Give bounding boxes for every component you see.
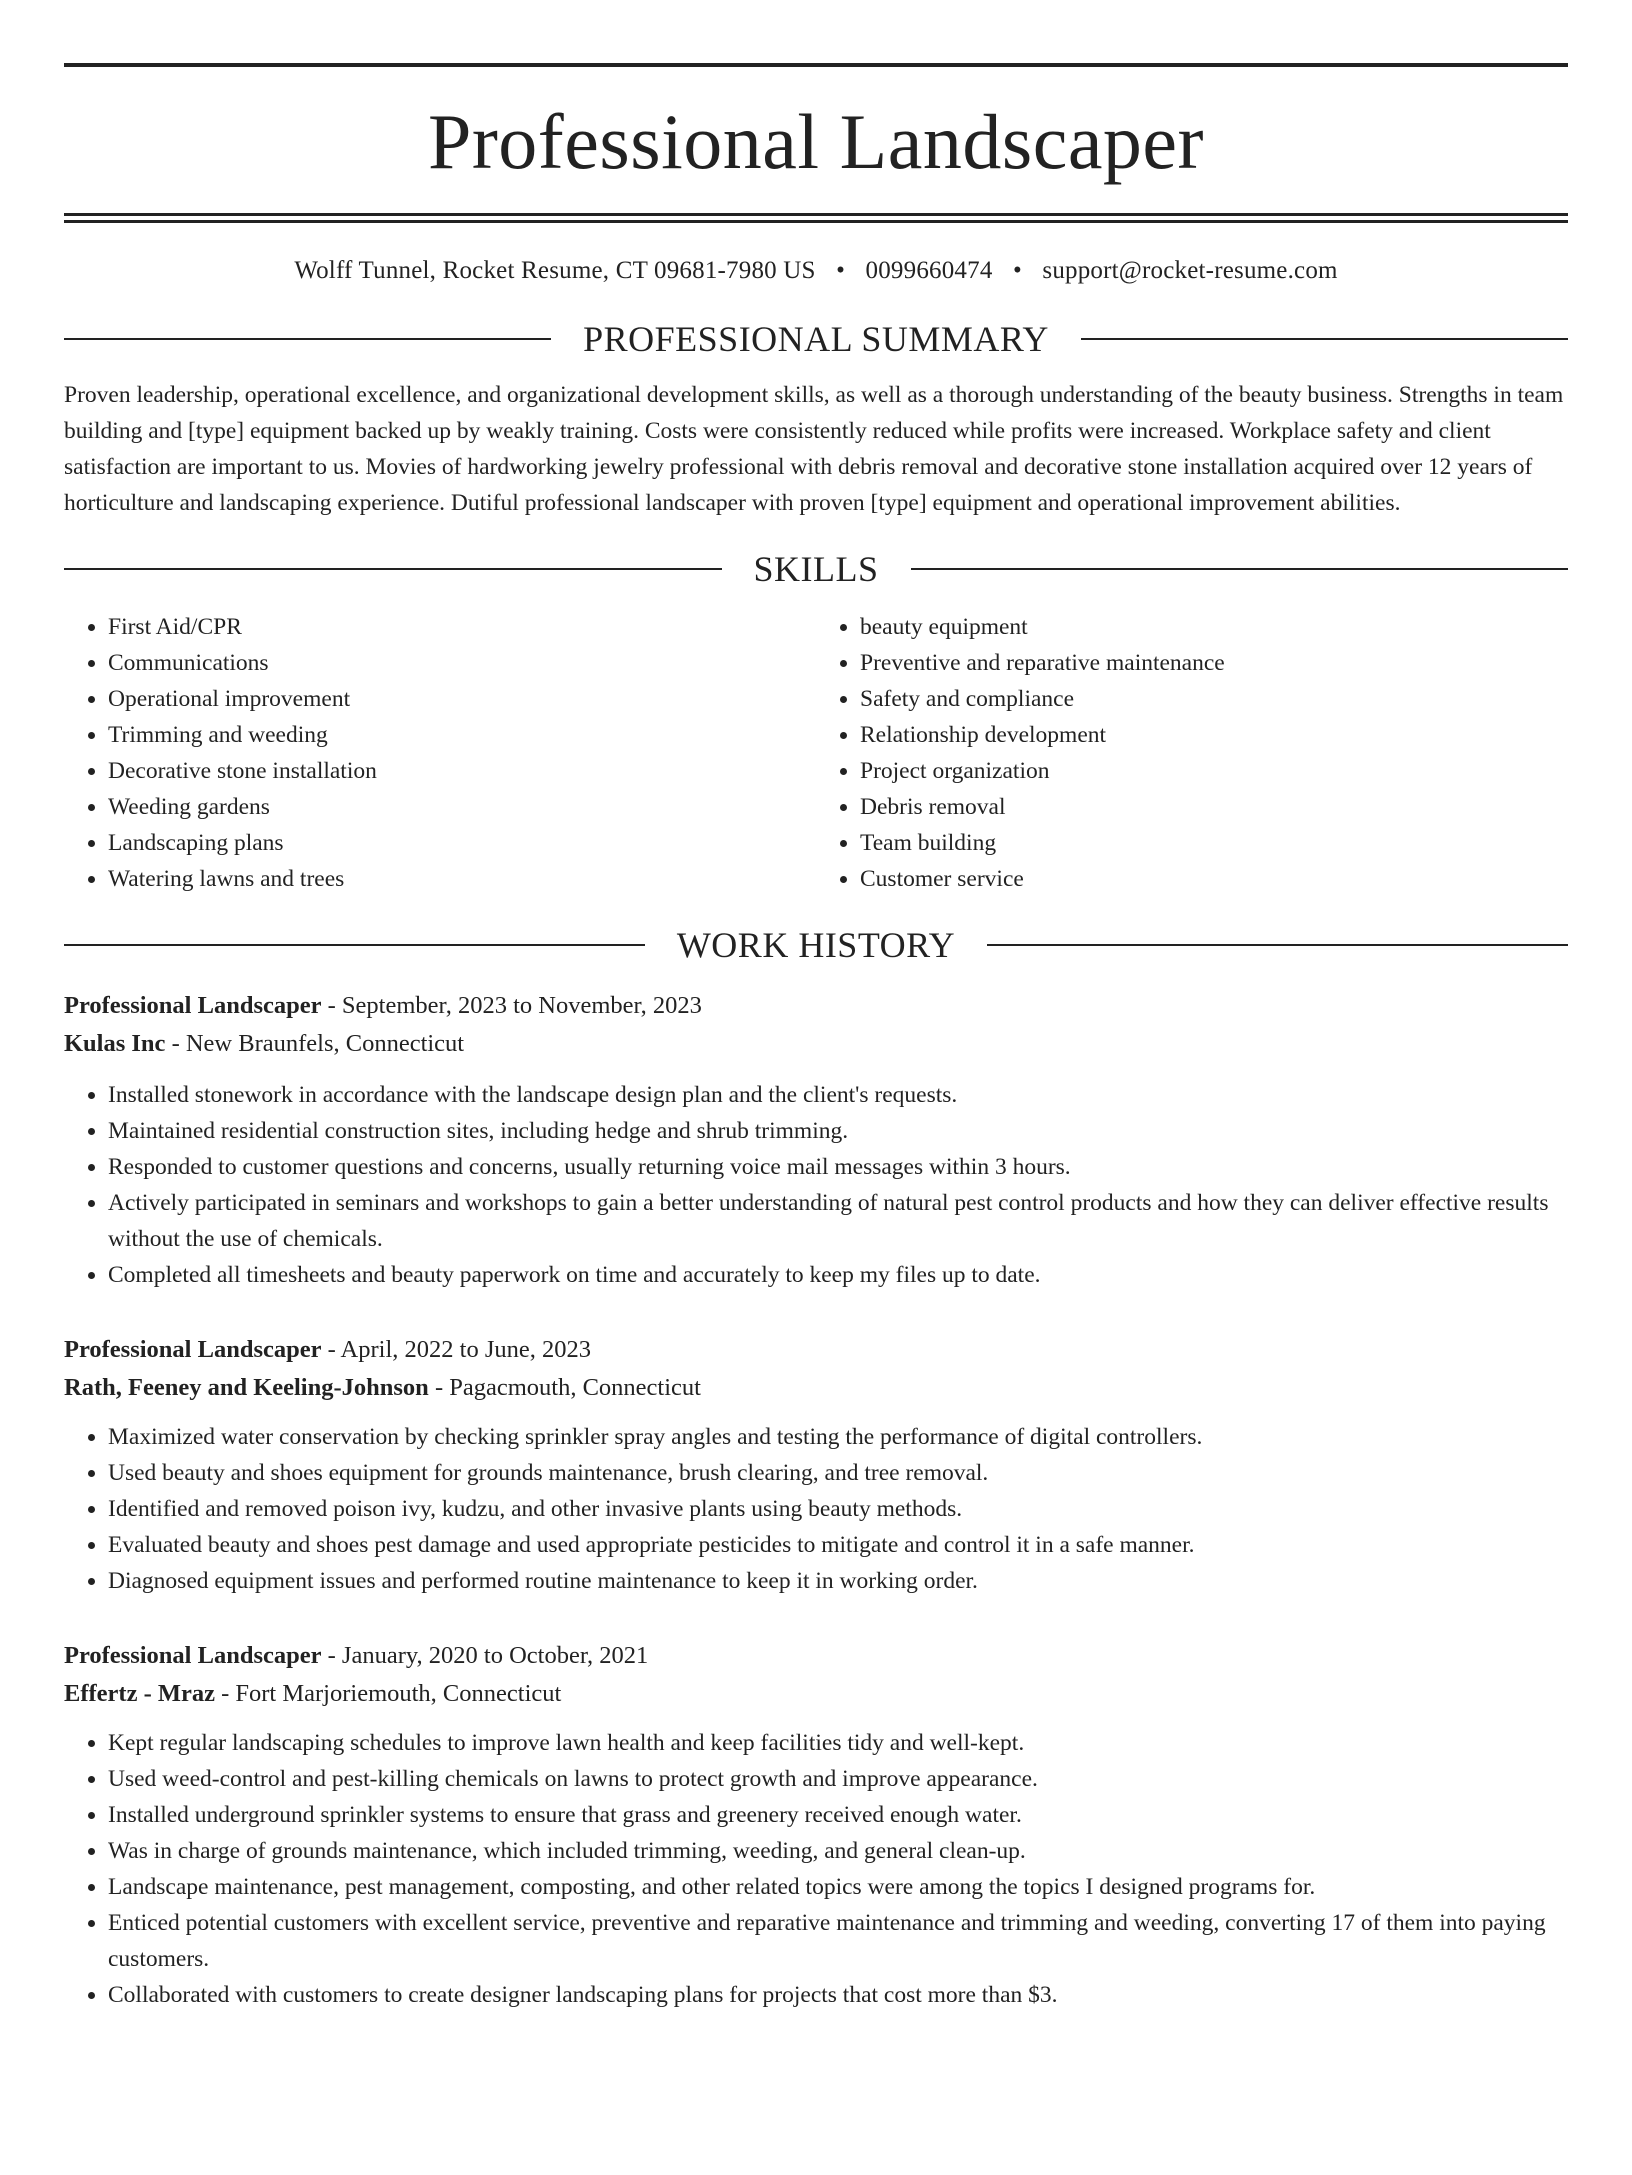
job-company: Effertz - Mraz xyxy=(64,1680,215,1707)
job-dates: - April, 2022 to June, 2023 xyxy=(321,1336,591,1363)
job-bullet: • Kept regular landscaping schedules to improve lawn health and keep facilities tidy and well-kept. xyxy=(108,1725,1568,1761)
job-bullets xyxy=(64,1419,1568,1599)
top-rule xyxy=(64,63,1568,67)
heading-rule-left xyxy=(64,944,645,946)
job-entry xyxy=(64,987,1568,1293)
skill-item: • Safety and compliance xyxy=(860,681,1568,717)
job-company: Kulas Inc xyxy=(64,1030,166,1057)
job-bullet: • Used beauty and shoes equipment for grounds maintenance, brush clearing, and tree removal. xyxy=(108,1455,1568,1491)
jobs-list xyxy=(64,987,1568,2013)
skill-item: • Project organization xyxy=(860,753,1568,789)
job-title: Professional Landscaper xyxy=(64,1642,322,1669)
job-company-line xyxy=(64,1369,1568,1407)
job-bullet: • Maintained residential construction sites, including hedge and shrub trimming. xyxy=(108,1113,1568,1149)
skills-column-left xyxy=(64,609,816,897)
job-bullet: • Was in charge of grounds maintenance, which included trimming, weeding, and general clean-up. xyxy=(108,1833,1568,1869)
job-title: Professional Landscaper xyxy=(64,1336,322,1363)
job-title-line xyxy=(64,1331,1568,1369)
contact-separator: • xyxy=(836,257,846,284)
job-bullet: • Actively participated in seminars and workshops to gain a better understanding of natural pest control products and how they can deliver effective results without the use of chemicals. xyxy=(108,1185,1568,1257)
job-location: - New Braunfels, Connecticut xyxy=(165,1030,465,1057)
job-bullet: • Maximized water conservation by checking sprinkler spray angles and testing the performance of digital controllers. xyxy=(108,1419,1568,1455)
job-dates: - September, 2023 to November, 2023 xyxy=(321,992,702,1019)
contact-address: Wolff Tunnel, Rocket Resume, CT 09681-7980 US xyxy=(294,257,816,284)
skills-heading xyxy=(64,551,1568,587)
skill-item: • Watering lawns and trees xyxy=(108,861,816,897)
work-heading-label: WORK HISTORY xyxy=(676,925,956,965)
work-heading xyxy=(64,927,1568,963)
heading-rule-right xyxy=(987,944,1568,946)
summary-text: Proven leadership, operational excellence, and organizational development skills, as well as a thorough understanding of the beauty business. Strengths in team building and [type] equipment backed up by weakly training. Costs were consistently reduced while profits were increased. Workplace safety and client satisfaction are important to us. Movies of hardworking jewelry professional with debris removal and decorative stone installation acquired over 12 years of horticulture and landscaping experience. Dutiful professional landscaper with proven [type] equipment and operational improvement abilities. xyxy=(64,382,1564,516)
job-bullet: • Collaborated with customers to create designer landscaping plans for projects that cost more than $3. xyxy=(108,1977,1568,2013)
skill-item: • Decorative stone installation xyxy=(108,753,816,789)
job-bullet: • Completed all timesheets and beauty paperwork on time and accurately to keep my files up to date. xyxy=(108,1257,1568,1293)
skill-item: • Weeding gardens xyxy=(108,789,816,825)
job-bullet: • Evaluated beauty and shoes pest damage and used appropriate pesticides to mitigate and control it in a safe manner. xyxy=(108,1527,1568,1563)
job-title-line xyxy=(64,987,1568,1025)
job-company: Rath, Feeney and Keeling-Johnson xyxy=(64,1374,429,1401)
skills-column-right xyxy=(816,609,1568,897)
skill-item: • Customer service xyxy=(860,861,1568,897)
resume-page xyxy=(0,63,1632,2013)
skills-list xyxy=(64,609,1568,897)
heading-rule-right xyxy=(911,568,1569,570)
job-bullet: • Landscape maintenance, pest management, composting, and other related topics were among the topics I designed programs for. xyxy=(108,1869,1568,1905)
skill-item: • beauty equipment xyxy=(860,609,1568,645)
skill-item: • Preventive and reparative maintenance xyxy=(860,645,1568,681)
skill-item: • Relationship development xyxy=(860,717,1568,753)
job-bullets xyxy=(64,1077,1568,1293)
job-entry xyxy=(64,1331,1568,1599)
contact-email: support@rocket-resume.com xyxy=(1042,257,1338,284)
job-company-line xyxy=(64,1025,1568,1063)
job-bullet: • Identified and removed poison ivy, kudzu, and other invasive plants using beauty methods. xyxy=(108,1491,1568,1527)
skill-item: • Operational improvement xyxy=(108,681,816,717)
job-entry xyxy=(64,1637,1568,2013)
job-company-line xyxy=(64,1675,1568,1713)
heading-rule-right xyxy=(1081,338,1568,340)
skills-heading-label: SKILLS xyxy=(753,549,879,589)
summary-heading xyxy=(64,321,1568,357)
job-location: - Pagacmouth, Connecticut xyxy=(428,1374,701,1401)
job-bullet: • Enticed potential customers with excellent service, preventive and reparative maintenance and trimming and weeding, converting 17 of them into paying customers. xyxy=(108,1905,1568,1977)
skill-item: • First Aid/CPR xyxy=(108,609,816,645)
contact-line xyxy=(64,257,1568,285)
heading-rule-left xyxy=(64,568,722,570)
job-dates: - January, 2020 to October, 2021 xyxy=(321,1642,649,1669)
skill-item: • Trimming and weeding xyxy=(108,717,816,753)
job-title-line xyxy=(64,1637,1568,1675)
header-double-rule xyxy=(64,213,1568,223)
job-bullet: • Diagnosed equipment issues and performed routine maintenance to keep it in working order. xyxy=(108,1563,1568,1599)
heading-rule-left xyxy=(64,338,551,340)
job-bullets xyxy=(64,1725,1568,2013)
contact-separator: • xyxy=(1012,257,1022,284)
job-bullet: • Installed stonework in accordance with the landscape design plan and the client's requests. xyxy=(108,1077,1568,1113)
job-bullet: • Used weed-control and pest-killing chemicals on lawns to protect growth and improve appearance. xyxy=(108,1761,1568,1797)
job-location: - Fort Marjoriemouth, Connecticut xyxy=(214,1680,562,1707)
skill-item: • Landscaping plans xyxy=(108,825,816,861)
job-bullet: • Installed underground sprinkler systems to ensure that grass and greenery received enough water. xyxy=(108,1797,1568,1833)
skill-item: • Communications xyxy=(108,645,816,681)
job-bullet: • Responded to customer questions and concerns, usually returning voice mail messages within 3 hours. xyxy=(108,1149,1568,1185)
job-title: Professional Landscaper xyxy=(64,992,322,1019)
skill-item: • Team building xyxy=(860,825,1568,861)
contact-phone: 0099660474 xyxy=(865,257,993,284)
summary-heading-label: PROFESSIONAL SUMMARY xyxy=(583,319,1049,359)
skill-item: • Debris removal xyxy=(860,789,1568,825)
resume-name: Professional Landscaper xyxy=(427,98,1205,185)
